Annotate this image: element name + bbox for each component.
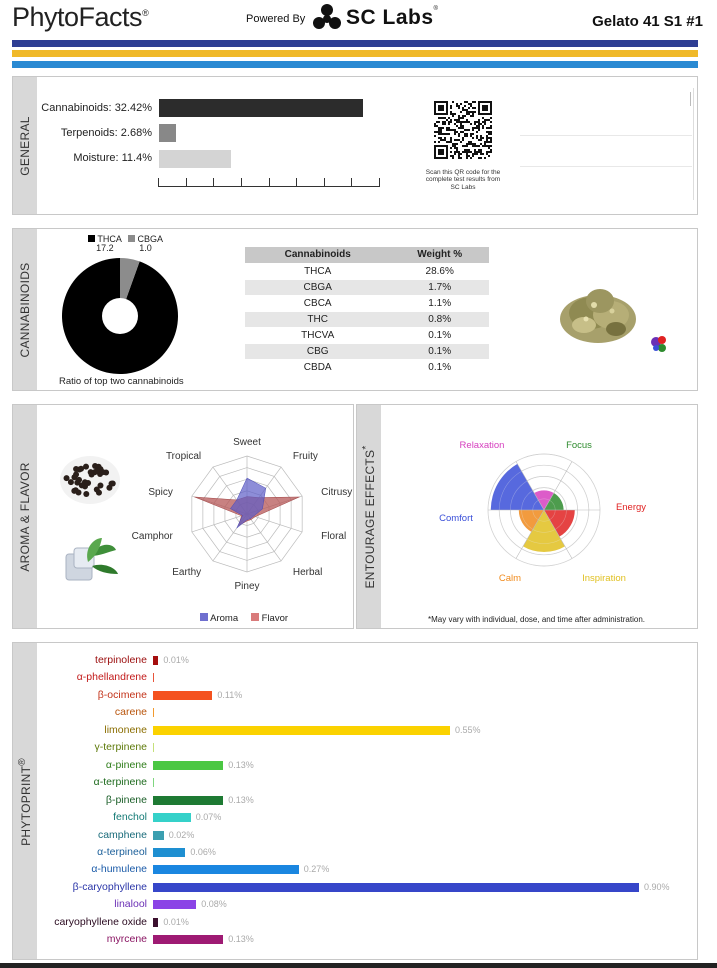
terpenoids-bar [159, 124, 176, 142]
cannabinoids-sidebar [13, 229, 37, 390]
terpene-value: 0.13% [228, 759, 254, 770]
terpene-value: 0.02% [168, 829, 195, 840]
cannabinoid-name: THC [245, 311, 390, 327]
cannabinoid-weight: 0.1% [390, 327, 489, 343]
cannabinoids-bar [159, 99, 363, 117]
cannabinoid-name: CBCA [245, 295, 390, 311]
terpene-value: 0.27% [303, 864, 330, 875]
cannabinoid-weight: 28.6% [390, 263, 489, 279]
cannabinoid-donut-chart [57, 258, 183, 374]
cannabinoid-table [245, 247, 489, 376]
terpene-bar [153, 761, 223, 770]
ruler-tick [379, 178, 380, 186]
aroma-swatch [200, 613, 208, 621]
terpene-label: camphene [97, 828, 147, 841]
effect-label-comfort: Comfort [439, 513, 473, 524]
aroma-radar-chart [120, 426, 354, 602]
effects-rose-chart [420, 430, 670, 590]
terpene-bar [153, 778, 154, 787]
cannabinoid-weight: 1.1% [390, 295, 489, 311]
legend-flavor: Flavor [251, 613, 288, 624]
terpene-bar [153, 900, 196, 909]
terpene-bar [153, 726, 450, 735]
terpene-label: terpinolene [95, 654, 147, 666]
qr-caption: Scan this QR code for the complete test results from SC Labs [425, 169, 501, 191]
phytoprint-section-title: PHYTOPRINT® [17, 758, 33, 846]
stripe-blue [12, 40, 698, 47]
terpene-bar [153, 831, 164, 840]
terpene-bar [153, 918, 158, 927]
radar-axis-label: Sweet [233, 437, 261, 448]
pie-legend-cbga: CBGA 1.0 [128, 235, 163, 253]
general-section-title: GENERAL [18, 116, 32, 176]
sample-name: Gelato 41 S1 #1 [592, 13, 703, 30]
terpene-value: 0.11% [217, 689, 243, 700]
table-header-weight: Weight % [390, 247, 489, 263]
thca-swatch [88, 235, 95, 242]
terpene-label: caryophyllene oxide [54, 915, 147, 928]
table-row [245, 327, 489, 343]
cannabinoid-name: CBG [245, 343, 390, 359]
radar-axis-label: Floral [321, 531, 347, 543]
general-scale-ruler [158, 177, 380, 187]
moisture-bar [159, 150, 231, 168]
terpene-value: 0.07% [195, 812, 222, 823]
notes-box [516, 88, 694, 200]
effects-mini-logo-icon [648, 333, 670, 355]
terpenoids-label: Terpenoids: 2.68% [60, 127, 152, 139]
effect-label-inspiration: Inspiration [582, 573, 626, 584]
cannabinoid-weight: 0.1% [390, 343, 489, 359]
aroma-sidebar [13, 405, 37, 628]
effect-label-calm: Calm [498, 573, 522, 584]
moisture-label: Moisture: 11.4% [73, 152, 152, 164]
flavor-swatch [251, 613, 259, 621]
terpene-label: α-phellandrene [76, 671, 147, 684]
stripe-lightblue [12, 61, 698, 68]
terpene-bar [153, 883, 639, 892]
ruler-tick [186, 178, 187, 186]
terpene-label: γ-terpinene [94, 741, 147, 754]
cannabinoid-weight: 0.8% [390, 311, 489, 327]
terpene-label: fenchol [113, 811, 147, 824]
radar-axis-label: Earthy [172, 567, 202, 579]
terpene-bar [153, 656, 158, 665]
terpene-value: 0.01% [163, 655, 189, 665]
terpene-bar [153, 935, 223, 944]
terpene-label: myrcene [106, 933, 147, 946]
terpene-bar [153, 865, 299, 874]
terpene-bar [153, 673, 154, 682]
cannabinoid-weight: 0.1% [390, 359, 489, 375]
stripe-gold [12, 50, 698, 57]
table-row [245, 343, 489, 359]
terpene-label: linalool [114, 898, 147, 911]
ruler-tick [158, 178, 159, 186]
cannabinoid-name: THCA [245, 263, 390, 279]
terpene-value: 0.01% [163, 916, 189, 927]
terpene-label: α-terpinene [93, 776, 147, 789]
table-row [245, 295, 489, 311]
cannabis-flower-image [556, 275, 640, 351]
table-row [245, 311, 489, 327]
terpene-bar [153, 743, 154, 752]
radar-axis-label: Camphor [131, 531, 173, 543]
ruler-tick [296, 178, 297, 186]
radar-axis-label: Tropical [165, 450, 202, 462]
pie-caption: Ratio of top two cannabinoids [59, 376, 184, 387]
effects-sidebar [357, 405, 381, 628]
terpene-value: 0.55% [455, 724, 481, 735]
sc-labs-logo: SC Labs® [346, 6, 439, 29]
effect-label-focus: Focus [566, 440, 592, 451]
terpene-value: 0.13% [228, 934, 254, 945]
terpene-label: β-ocimene [97, 688, 147, 701]
cbga-swatch [128, 235, 135, 242]
bottom-bar [0, 963, 717, 968]
table-row [245, 359, 489, 375]
table-header-cannabinoids: Cannabinoids [245, 247, 390, 263]
terpene-value: 0.90% [644, 881, 670, 892]
powered-by-label: Powered By [246, 13, 306, 25]
radar-axis-label: Citrusy [321, 486, 353, 498]
peppercorns-image [54, 442, 126, 514]
cannabinoid-name: THCVA [245, 327, 390, 343]
terpene-bar [153, 691, 212, 700]
pie-legend-thca: THCA 17.2 [88, 235, 122, 253]
effect-wedge-comfort [491, 464, 544, 510]
terpene-label: α-humulene [91, 863, 147, 876]
radar-axis-label: Fruity [292, 450, 318, 462]
general-sidebar [13, 77, 37, 214]
effect-label-relaxation: Relaxation [459, 440, 505, 451]
table-row [245, 263, 489, 279]
cannabinoid-weight: 1.7% [390, 279, 489, 295]
qr-code-icon[interactable] [434, 101, 492, 159]
herb-ice-image [54, 526, 126, 598]
ruler-tick [213, 178, 214, 186]
terpene-bar [153, 813, 191, 822]
radar-axis-label: Herbal [292, 567, 323, 579]
terpene-value: 0.08% [201, 899, 227, 910]
legend-aroma: Aroma [200, 613, 238, 624]
ruler-tick [351, 178, 352, 186]
cannabinoids-label: Cannabinoids: 32.42% [41, 102, 152, 114]
terpene-bar [153, 708, 154, 717]
terpene-bar [153, 848, 185, 857]
effects-note: *May vary with individual, dose, and time after administration. [428, 615, 645, 624]
terpene-label: α-terpineol [97, 845, 147, 858]
terpene-label: carene [114, 706, 147, 719]
effects-section-title: ENTOURAGE EFFECTS* [361, 445, 377, 589]
terpene-label: β-caryophyllene [72, 880, 147, 893]
cannabinoids-section-title: CANNABINOIDS [18, 262, 32, 358]
terpene-label: limonene [104, 723, 147, 736]
phytoprint-sidebar [13, 643, 37, 959]
terpene-value: 0.13% [228, 794, 254, 805]
ruler-tick [269, 178, 270, 186]
radar-axis-label: Spicy [148, 486, 173, 498]
terpene-value: 0.06% [190, 846, 216, 857]
phytofacts-logo: PhytoFacts® [12, 2, 149, 32]
cannabinoid-name: CBGA [245, 279, 390, 295]
ruler-tick [241, 178, 242, 186]
effect-label-energy: Energy [615, 502, 647, 513]
aroma-section-title: AROMA & FLAVOR [18, 462, 32, 572]
terpene-label: α-pinene [105, 758, 147, 771]
radar-axis-label: Piney [234, 581, 260, 592]
table-row [245, 279, 489, 295]
cannabinoid-name: CBDA [245, 359, 390, 375]
ruler-tick [324, 178, 325, 186]
terpene-label: β-pinene [105, 793, 147, 806]
terpene-bar [153, 796, 223, 805]
sc-labs-logo-icon [312, 3, 342, 33]
